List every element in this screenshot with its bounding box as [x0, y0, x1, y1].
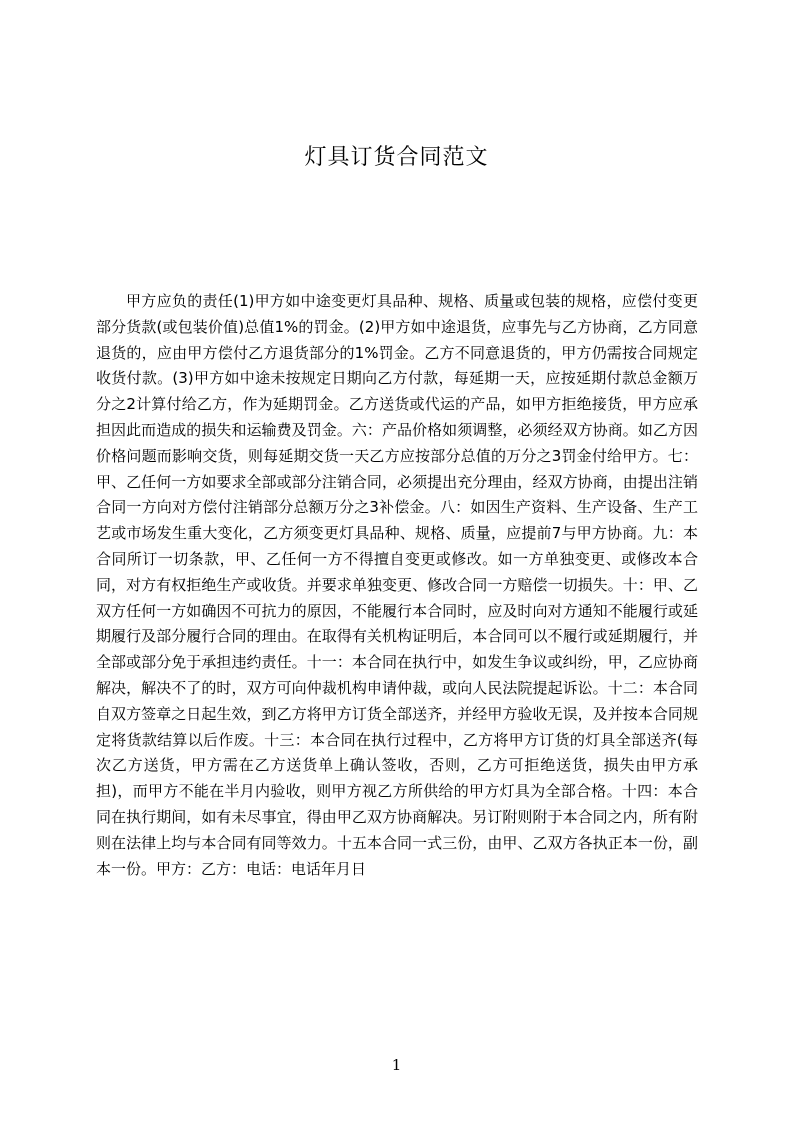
document-title: 灯具订货合同范文 [304, 145, 489, 170]
contract-body-text: 甲方应负的责任(1)甲方如中途变更灯具品种、规格、质量或包装的规格，应偿付变更部分货款(或包装价值)总值1%的罚金。(2)甲方如中途退货，应事先与乙方协商，乙方同意退货的，应由甲方偿付乙方退货部分的1%罚金。乙方不同意退货的，甲方仍需按合同规定收货付款。(3)甲方如中途未按规定日期向乙方付款，每延期一天，应按延期付款总金额万分之2计算付给乙方，作为延期罚金。乙方送货或代运的产品，如甲方拒绝接货，甲方应承担因此而造成的损失和运输费及罚金。六：产品价格如须调整，必须经双方协商。如乙方因价格问题而影响交货，则每延期交货一天乙方应按部分总值的万分之3罚金付给甲方。七：甲、乙任何一方如要求全部或部分注销合同，必须提出充分理由，经双方协商，由提出注销合同一方向对方偿付注销部分总额万分之3补偿金。八：如因生产资料、生产设备、生产工艺或市场发生重大变化，乙方须变更灯具品种、规格、质量，应提前7与甲方协商。九：本合同所订一切条款，甲、乙任何一方不得擅自变更或修改。如一方单独变更、或修改本合同，对方有权拒绝生产或收货。并要求单独变更、修改合同一方赔偿一切损失。十：甲、乙双方任何一方如确因不可抗力的原因，不能履行本合同时，应及时向对方通知不能履行或延期履行及部分履行合同的理由。在取得有关机构证明后，本合同可以不履行或延期履行，并全部或部分免于承担违约责任。十一：本合同在执行中，如发生争议或纠纷，甲，乙应协商解决，解决不了的时，双方可向仲裁机构申请仲裁，或向人民法院提起诉讼。十二：本合同自双方签章之日起生效，到乙方将甲方订货全部送齐，并经甲方验收无误，及并按本合同规定将货款结算以后作废。十三：本合同在执行过程中，乙方将甲方订货的灯具全部送齐(每次乙方送货，甲方需在乙方送货单上确认签收，否则，乙方可拒绝送货，损失由甲方承担)，而甲方不能在半月内验收，则甲方视乙方所供给的甲方灯具为全部合格。十四：本合同在执行期间，如有未尽事宜，得由甲乙双方协商解决。另订附则附于本合同之内，所有附则在法律上均与本合同有同等效力。十五本合同一式三份，由甲、乙双方各执正本一份，副本一份。甲方：乙方：电话：电话年月日 [96, 292, 698, 878]
page-number: 1 [391, 1056, 402, 1074]
